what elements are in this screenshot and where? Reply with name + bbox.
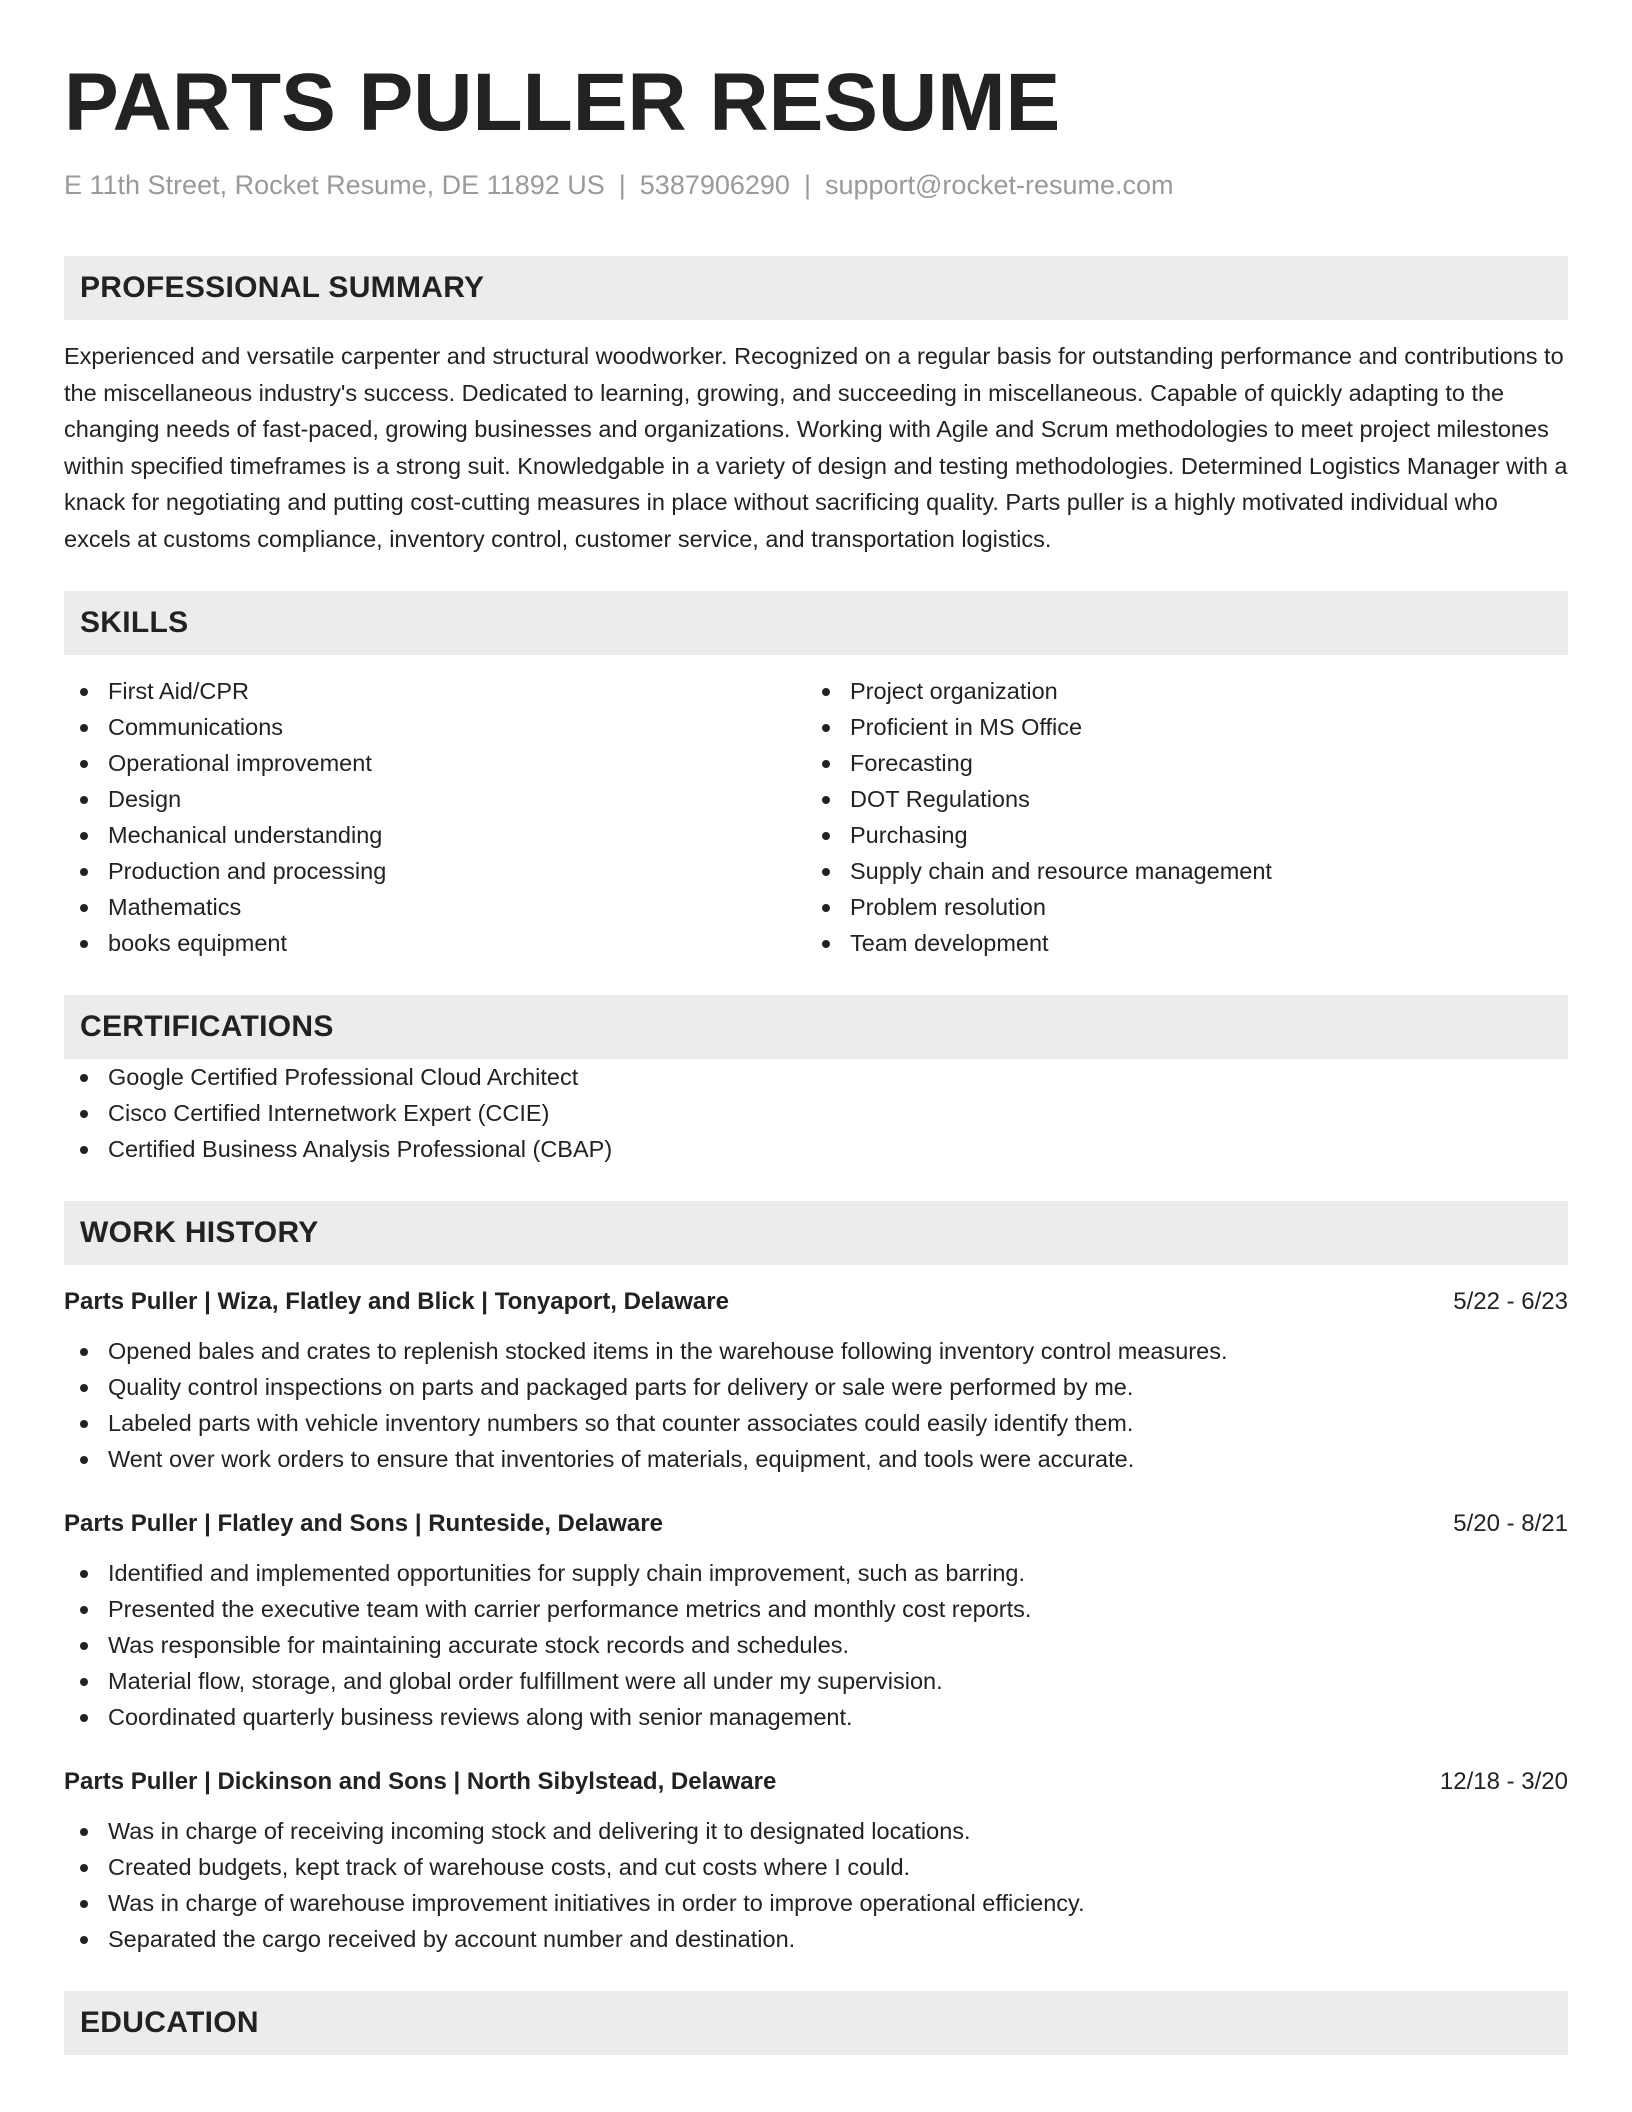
skill-item: Purchasing <box>806 817 1548 853</box>
job-duty: Was responsible for maintaining accurate stock records and schedules. <box>64 1627 1568 1663</box>
skill-item: Production and processing <box>64 853 806 889</box>
skill-item: Mathematics <box>64 889 806 925</box>
certification-item: Google Certified Professional Cloud Architect <box>64 1059 1568 1095</box>
job-duty: Was in charge of warehouse improvement initiatives in order to improve operational efficiency. <box>64 1885 1568 1921</box>
job-entry <box>64 1765 1568 1957</box>
job-duty: Coordinated quarterly business reviews along with senior management. <box>64 1699 1568 1735</box>
job-duty: Labeled parts with vehicle inventory numbers so that counter associates could easily identify them. <box>64 1405 1568 1441</box>
skill-item: Communications <box>64 709 806 745</box>
certification-item: Certified Business Analysis Professional (CBAP) <box>64 1131 1568 1167</box>
skill-item: Proficient in MS Office <box>806 709 1548 745</box>
contact-separator: | <box>803 170 811 200</box>
skill-item: Mechanical understanding <box>64 817 806 853</box>
skill-item: Project organization <box>806 673 1548 709</box>
contact-line <box>64 168 1568 202</box>
skill-item: First Aid/CPR <box>64 673 806 709</box>
job-dates: 12/18 - 3/20 <box>1439 1768 1568 1795</box>
contact-separator: | <box>618 170 626 200</box>
section-header-summary: PROFESSIONAL SUMMARY <box>64 256 1568 320</box>
contact-email: support@rocket-resume.com <box>824 170 1174 200</box>
section-header-education: EDUCATION <box>64 1991 1568 2055</box>
job-duty: Material flow, storage, and global order fulfillment were all under my supervision. <box>64 1663 1568 1699</box>
summary-text: Experienced and versatile carpenter and structural woodworker. Recognized on a regular basis for outstanding performance and contributions to the miscellaneous industry's success. Dedicated to learning, growing, and succeeding in miscellaneous. Capable of quickly adapting to the changing needs of fast-paced, growing businesses and organizations. Working with Agile and Scrum methodologies to meet project milestones within specified timeframes is a strong suit. Knowledgable in a variety of design and testing methodologies. Determined Logistics Manager with a knack for negotiating and putting cost-cutting measures in place without sacrificing quality. Parts puller is a highly motivated individual who excels at customs compliance, inventory control, customer service, and transportation logistics. <box>64 343 1568 552</box>
job-duty: Separated the cargo received by account number and destination. <box>64 1921 1568 1957</box>
skill-item: DOT Regulations <box>806 781 1548 817</box>
job-duty: Was in charge of receiving incoming stock and delivering it to designated locations. <box>64 1813 1568 1849</box>
skill-item: Team development <box>806 925 1548 961</box>
job-duties <box>64 1555 1568 1735</box>
job-entry <box>64 1507 1568 1735</box>
job-duty: Identified and implemented opportunities for supply chain improvement, such as barring. <box>64 1555 1568 1591</box>
certification-item: Cisco Certified Internetwork Expert (CCIE) <box>64 1095 1568 1131</box>
skills-column-left <box>64 673 806 961</box>
section-header-skills: SKILLS <box>64 591 1568 655</box>
contact-address: E 11th Street, Rocket Resume, DE 11892 US <box>64 170 605 200</box>
job-duty: Created budgets, kept track of warehouse costs, and cut costs where I could. <box>64 1849 1568 1885</box>
job-heading: Parts Puller | Wiza, Flatley and Blick | Tonyaport, Delaware <box>64 1288 729 1315</box>
job-dates: 5/20 - 8/21 <box>1453 1510 1568 1537</box>
skill-item: Problem resolution <box>806 889 1548 925</box>
skill-item: Supply chain and resource management <box>806 853 1548 889</box>
job-duty: Quality control inspections on parts and packaged parts for delivery or sale were performed by me. <box>64 1369 1568 1405</box>
skill-item: books equipment <box>64 925 806 961</box>
job-duty: Went over work orders to ensure that inventories of materials, equipment, and tools were accurate. <box>64 1441 1568 1477</box>
section-header-certifications: CERTIFICATIONS <box>64 995 1568 1059</box>
skills-column-right <box>806 673 1548 961</box>
job-entry <box>64 1285 1568 1477</box>
skill-item: Design <box>64 781 806 817</box>
job-duty: Opened bales and crates to replenish stocked items in the warehouse following inventory control measures. <box>64 1333 1568 1369</box>
skill-item: Forecasting <box>806 745 1548 781</box>
certifications-list <box>64 1059 1568 1167</box>
job-duty: Presented the executive team with carrier performance metrics and monthly cost reports. <box>64 1591 1568 1627</box>
resume-title: PARTS PULLER RESUME <box>64 57 1061 148</box>
job-heading: Parts Puller | Flatley and Sons | Runteside, Delaware <box>64 1510 663 1537</box>
job-header <box>64 1507 1568 1541</box>
job-header <box>64 1285 1568 1319</box>
contact-phone: 5387906290 <box>639 170 790 200</box>
section-header-work-history: WORK HISTORY <box>64 1201 1568 1265</box>
skill-item: Operational improvement <box>64 745 806 781</box>
job-duties <box>64 1813 1568 1957</box>
job-header <box>64 1765 1568 1799</box>
job-duties <box>64 1333 1568 1477</box>
job-dates: 5/22 - 6/23 <box>1453 1288 1568 1315</box>
job-heading: Parts Puller | Dickinson and Sons | North Sibylstead, Delaware <box>64 1768 777 1795</box>
skills-list <box>64 673 1568 961</box>
